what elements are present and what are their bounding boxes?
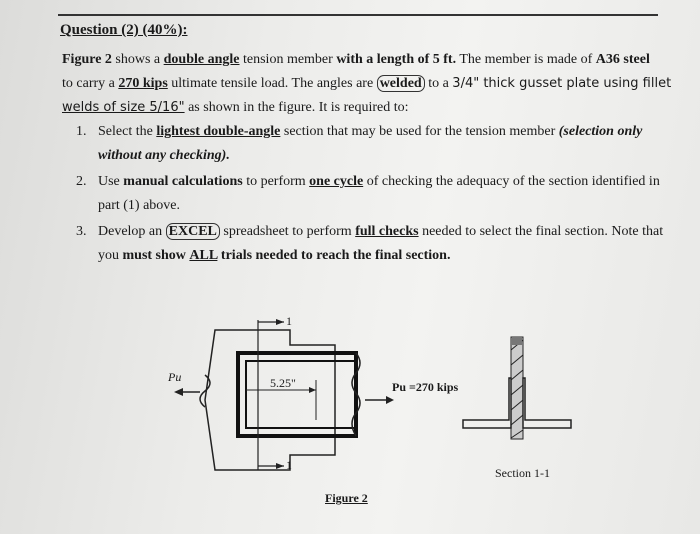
text: Develop an [98,224,166,239]
arrowhead [174,388,183,396]
text: of checking the adequacy of the section identified in part (1) above. [98,174,660,213]
text: must show [122,248,186,263]
fig-ref: Figure 2 [62,52,112,67]
dimension-label: 5.25" [270,376,296,390]
text: to perform [242,174,310,189]
question-title: Question (2) (40%): [60,22,188,38]
item-number: 1. [76,124,87,139]
text: lightest double-angle [156,124,281,139]
text: spreadsheet to perform [219,224,356,239]
text: EXCEL [166,223,220,240]
text: Use [98,174,124,189]
item-number: 2. [76,174,87,189]
angle-outer [238,353,356,436]
text: ultimate tensile load. The angles are [167,76,377,91]
text: shows a [111,52,164,67]
text: tension member [239,52,337,67]
text: manual calculations [123,174,243,189]
text: welded [377,75,425,92]
text: as shown in the figure. It is required to: [184,100,409,115]
text: welds of size 5/16" [62,100,185,115]
text: with a length of 5 ft. [336,52,457,67]
section-mark-bottom: 1 [286,458,292,472]
text: 3/4" thick gusset plate using fillet [452,76,672,91]
text: 270 kips [118,76,168,91]
angle-inner [246,361,356,428]
arrowhead [276,463,284,469]
arrowhead [276,319,284,325]
angle-right-section [523,378,571,428]
text: Select the [98,124,157,139]
text: to carry a [62,76,119,91]
text: to a [424,76,453,91]
text: double angle [163,52,240,67]
text: section that may be used for the tension member [280,124,559,139]
text: one cycle [309,174,364,189]
pu-left-label: Pu [168,370,182,384]
text: ALL [189,248,218,263]
section-label: Section 1-1 [495,466,550,480]
text: needed to select the final section. Note that you [98,224,664,263]
pu-right-label: Pu =270 kips [392,380,459,394]
section-mark-top: 1 [286,314,292,328]
arrowhead [309,387,316,393]
arrowhead [386,396,394,404]
angle-left-section [463,378,511,428]
text: The member is made of [456,52,596,67]
text: (selection only without any checking). [98,124,643,163]
item-number: 3. [76,224,87,239]
text: trials needed to reach the final section. [217,248,451,263]
text: A36 steel [595,52,650,67]
figure-caption: Figure 2 [325,491,368,505]
weld-top [512,337,522,345]
text: full checks [355,224,419,239]
